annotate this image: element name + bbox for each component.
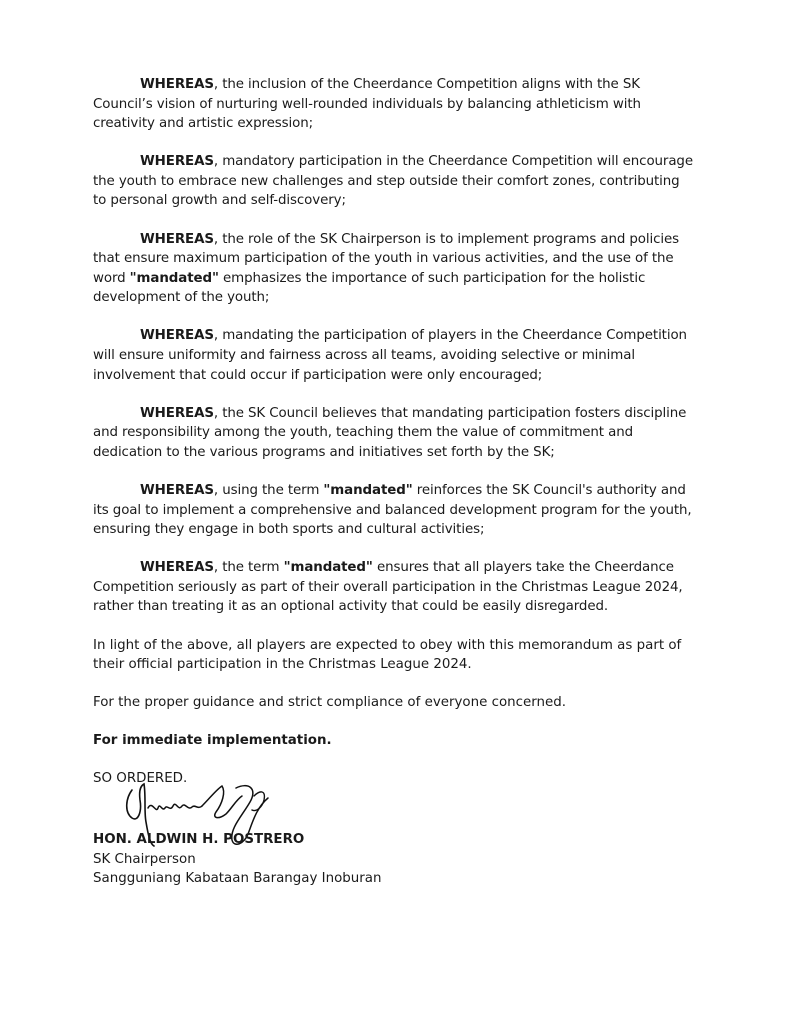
whereas-text: , mandating the participation of players in the Cheerdance Competition will ensure uniformity and fairness across all teams, avoiding selective or minimal involvement that could occur if participation were only encouraged;	[93, 328, 687, 383]
whereas-paragraph-6	[93, 481, 693, 540]
whereas-text: , the SK Council believes that mandating participation fosters discipline and responsibility among the youth, teaching them the value of commitment and dedication to the various programs and initiatives set forth by the SK;	[93, 405, 687, 460]
whereas-paragraph-2	[93, 152, 693, 211]
signer-details	[93, 830, 382, 889]
whereas-label: WHEREAS	[140, 483, 214, 498]
whereas-text-continued: reinforces the SK Council's authority and its goal to implement a comprehensive and balanced development program for the youth, ensuring they engage in both sports and cultural activities;	[93, 483, 692, 538]
whereas-text: , mandatory participation in the Cheerdance Competition will encourage the youth to embrace new challenges and step outside their comfort zones, contributing to personal growth and self-discovery;	[93, 154, 693, 209]
emphasis-mandated: "mandated"	[323, 483, 413, 498]
whereas-paragraph-3	[93, 230, 693, 308]
whereas-paragraph-4	[93, 326, 693, 385]
guidance-paragraph: For the proper guidance and strict compliance of everyone concerned.	[93, 695, 566, 711]
emphasis-mandated: "mandated"	[283, 560, 373, 576]
memorandum-body	[93, 75, 693, 789]
whereas-label: WHEREAS	[140, 231, 214, 247]
signer-title: SK Chairperson	[93, 851, 196, 867]
whereas-text: , using the term	[213, 483, 324, 498]
whereas-paragraph-1	[93, 75, 693, 134]
so-ordered-text: SO ORDERED.	[93, 771, 188, 787]
whereas-text: , the role of the SK Chairperson is to implement programs and policies that ensure maximum participation of the youth in various activities, and the use of the word	[93, 231, 680, 286]
in-light-paragraph: In light of the above, all players are expected to obey with this memorandum as part of their official participation in the Christmas League 2024.	[93, 637, 682, 673]
whereas-label: WHEREAS	[140, 405, 214, 421]
whereas-label: WHEREAS	[140, 154, 214, 170]
whereas-text: , the term	[213, 560, 284, 576]
whereas-label: WHEREAS	[140, 77, 214, 92]
whereas-paragraph-5	[93, 404, 693, 463]
whereas-paragraph-7	[93, 558, 693, 617]
signer-office: Sangguniang Kabataan Barangay Inoburan	[93, 871, 382, 887]
whereas-text-continued: emphasizes the importance of such participation for the holistic development of the youth;	[93, 270, 646, 306]
signature-block	[93, 778, 493, 898]
whereas-text: , the inclusion of the Cheerdance Competition aligns with the SK Council’s vision of nurturing well-rounded individuals by balancing athleticism with creativity and artistic expression;	[93, 77, 641, 132]
whereas-text-continued: ensures that all players take the Cheerdance Competition seriously as part of their overall participation in the Christmas League 2024, rather than treating it as an optional activity that could be easily disregarded.	[93, 560, 683, 615]
emphasis-mandated: "mandated"	[129, 270, 219, 286]
signer-name: HON. ALDWIN H. POSTRERO	[93, 832, 305, 847]
whereas-label: WHEREAS	[140, 560, 214, 576]
whereas-label: WHEREAS	[140, 328, 214, 344]
implementation-paragraph: For immediate implementation.	[93, 733, 332, 749]
